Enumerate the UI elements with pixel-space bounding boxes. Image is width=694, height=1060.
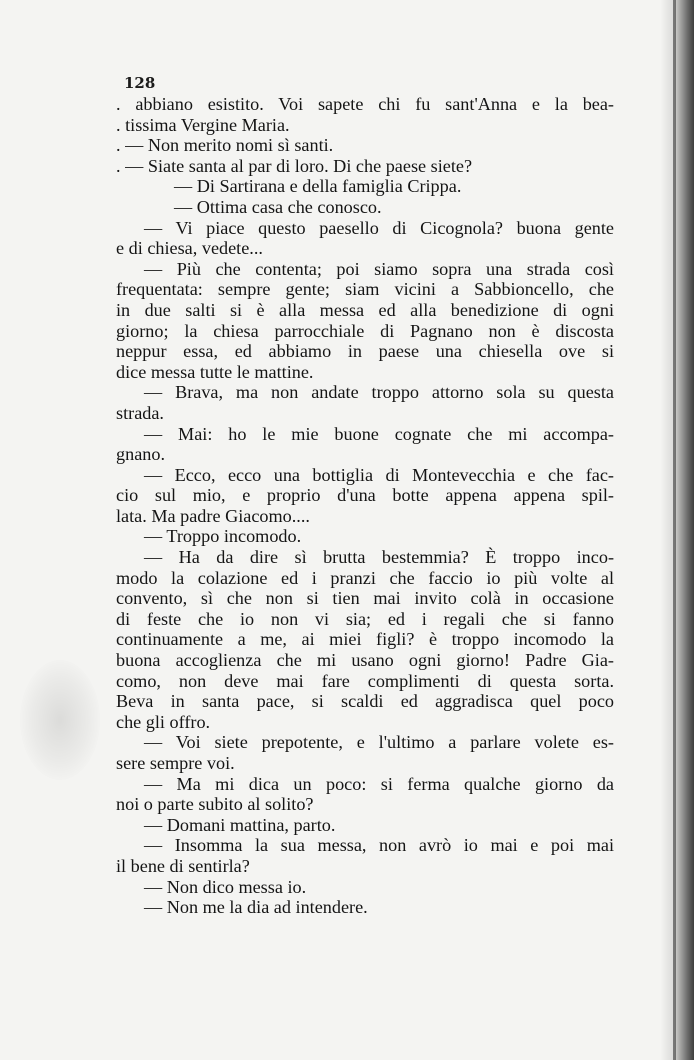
text-line: buona accoglienza che mi usano ogni giorno! Padre Gia- [116, 650, 614, 671]
text-line: di feste che io non vi sia; ed i regali che si fanno [116, 608, 614, 629]
text-line: — Mai: ho le mie buone cognate che mi accompa- [144, 423, 614, 444]
text-line: — Di Sartirana e della famiglia Crippa. [174, 176, 462, 197]
text-line: che gli offro. [116, 711, 211, 732]
text-line: — Voi siete prepotente, e l'ultimo a parlare volete es- [144, 732, 614, 753]
page-number: 128 [124, 74, 156, 92]
text-line: — Non dico messa io. [144, 876, 307, 897]
paper-stain [20, 660, 100, 780]
text-line: Beva in santa pace, si scaldi ed aggradisca quel poco [116, 691, 614, 712]
text-line: — Ecco, ecco una bottiglia di Montevecchia e che fac- [144, 464, 614, 485]
text-line: sere sempre voi. [116, 753, 235, 773]
text-line: — Troppo incomodo. [144, 526, 302, 547]
text-line: gnano. [116, 444, 165, 465]
text-line: . — Siate santa al par di loro. Di che paese siete? [116, 155, 473, 176]
text-line: continuamente a me, ai miei figli? è troppo incomodo la [116, 629, 614, 650]
text-line: . — Non merito nomi sì santi. [116, 135, 334, 156]
text-line: il bene di sentirla? [116, 855, 250, 876]
text-line: — Domani mattina, parto. [144, 814, 336, 835]
text-line: in due salti si è alla messa ed alla benedizione di ogni [116, 299, 614, 320]
text-line: — Vi piace questo paesello di Cicognola? buona gente [144, 217, 614, 238]
text-line: cio sul mio, e proprio d'una botte appena appena spil- [116, 485, 614, 506]
text-line: — Ha da dire sì brutta bestemmia? È troppo inco- [144, 547, 614, 568]
text-line: — Ottima casa che conosco. [174, 196, 382, 217]
text-line: — Insomma la sua messa, non avrò io mai e poi mai [144, 835, 614, 856]
text-line: . abbiano esistito. Voi sapete chi fu sant'Anna e la bea- [116, 94, 614, 114]
text-line: — Non me la dia ad intendere. [144, 897, 368, 918]
page-edge-shadow [660, 0, 694, 1060]
text-line: lata. Ma padre Giacomo.... [116, 505, 310, 526]
text-line: — Più che contenta; poi siamo sopra una strada così [144, 258, 614, 279]
body-text [116, 94, 614, 918]
text-line: noi o parte subito al solito? [116, 794, 314, 815]
text-line: neppur essa, ed abbiamo in paese una chiesella ove si [116, 341, 614, 362]
text-line: — Brava, ma non andate troppo attorno sola su questa [144, 382, 614, 403]
text-line: frequentata: sempre gente; siam vicini a Sabbioncello, che [116, 279, 614, 300]
text-line: modo la colazione ed i pranzi che faccio io più volte al [116, 567, 614, 588]
text-line: como, non deve mai fare complimenti di questa sorta. [116, 670, 614, 691]
text-line: giorno; la chiesa parrocchiale di Pagnano non è discosta [116, 320, 614, 341]
text-line: — Ma mi dica un poco: si ferma qualche giorno da [144, 773, 614, 794]
text-line: e di chiesa, vedete... [116, 238, 263, 259]
text-line: strada. [116, 402, 164, 423]
text-line: dice messa tutte le mattine. [116, 361, 314, 382]
text-line: convento, sì che non si tien mai invito colà in occasione [116, 588, 614, 609]
page-gutter-line [673, 0, 676, 1060]
text-line: . tissima Vergine Maria. [116, 114, 290, 135]
